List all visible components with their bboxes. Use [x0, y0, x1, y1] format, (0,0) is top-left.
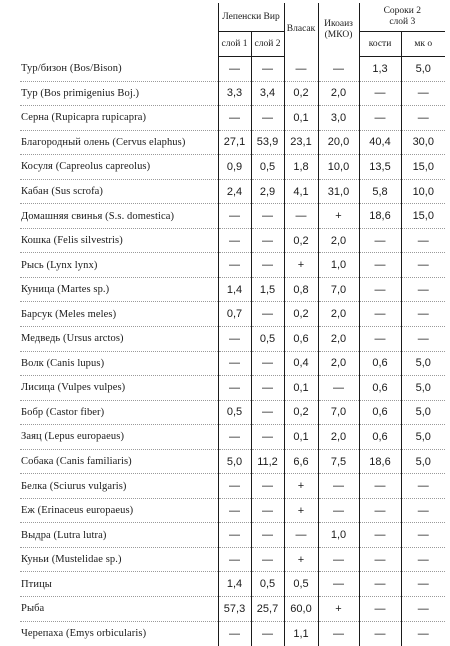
- value-cell: 1,8: [284, 155, 318, 180]
- value-cell: —: [401, 547, 445, 572]
- species-name: Лисица (Vulpes vulpes): [20, 376, 218, 401]
- species-name: Белка (Sciurus vulgaris): [20, 474, 218, 499]
- table-row: [20, 547, 445, 572]
- value-cell: —: [218, 253, 251, 278]
- table-row: [20, 277, 445, 302]
- value-cell: 1,0: [318, 523, 359, 548]
- value-cell: —: [401, 106, 445, 131]
- header-soroki-line2: слой 3: [389, 17, 416, 27]
- value-cell: —: [251, 351, 284, 376]
- header-soroki: [359, 3, 445, 32]
- value-cell: 0,9: [218, 155, 251, 180]
- value-cell: 2,4: [218, 179, 251, 204]
- table-row: [20, 400, 445, 425]
- value-cell: —: [251, 474, 284, 499]
- value-cell: —: [318, 572, 359, 597]
- value-cell: 1,0: [318, 253, 359, 278]
- value-cell: —: [359, 106, 401, 131]
- species-name: Еж (Erinaceus europaeus): [20, 498, 218, 523]
- value-cell: —: [251, 228, 284, 253]
- value-cell: +: [284, 498, 318, 523]
- value-cell: —: [401, 523, 445, 548]
- value-cell: 3,0: [318, 106, 359, 131]
- table-row: [20, 425, 445, 450]
- value-cell: 2,0: [318, 228, 359, 253]
- value-cell: —: [251, 523, 284, 548]
- species-name: Кошка (Felis silvestris): [20, 228, 218, 253]
- header-soroki-mko: мк о: [401, 32, 445, 57]
- value-cell: —: [401, 253, 445, 278]
- value-cell: —: [218, 547, 251, 572]
- value-cell: —: [401, 597, 445, 622]
- value-cell: 0,2: [284, 400, 318, 425]
- value-cell: 0,6: [359, 425, 401, 450]
- value-cell: —: [218, 376, 251, 401]
- species-name: Куньи (Mustelidae sp.): [20, 547, 218, 572]
- value-cell: 7,0: [318, 400, 359, 425]
- header-lepenski-vir: Лепенски Вир: [218, 3, 284, 32]
- value-cell: —: [401, 498, 445, 523]
- value-cell: 1,5: [251, 277, 284, 302]
- species-name: Заяц (Lepus europaeus): [20, 425, 218, 450]
- value-cell: 1,4: [218, 277, 251, 302]
- value-cell: —: [359, 327, 401, 352]
- value-cell: —: [251, 400, 284, 425]
- value-cell: —: [251, 106, 284, 131]
- value-cell: —: [359, 597, 401, 622]
- species-name: Черепаха (Emys orbicularis): [20, 621, 218, 646]
- value-cell: —: [401, 302, 445, 327]
- value-cell: 2,0: [318, 425, 359, 450]
- value-cell: —: [359, 228, 401, 253]
- value-cell: 0,6: [284, 327, 318, 352]
- value-cell: +: [284, 474, 318, 499]
- value-cell: —: [359, 474, 401, 499]
- species-name: Кабан (Sus scrofa): [20, 179, 218, 204]
- value-cell: —: [251, 204, 284, 229]
- header-species: [20, 3, 218, 57]
- table-row: [20, 57, 445, 82]
- value-cell: 0,1: [284, 425, 318, 450]
- value-cell: 1,3: [359, 57, 401, 82]
- table-row: [20, 302, 445, 327]
- value-cell: 0,4: [284, 351, 318, 376]
- value-cell: 1,1: [284, 621, 318, 646]
- species-name: Барсук (Meles meles): [20, 302, 218, 327]
- header-lepenski-layer2: слой 2: [251, 32, 284, 57]
- value-cell: —: [359, 498, 401, 523]
- table-row: [20, 204, 445, 229]
- value-cell: —: [401, 228, 445, 253]
- value-cell: —: [251, 547, 284, 572]
- value-cell: 3,3: [218, 81, 251, 106]
- header-ikoviz: [318, 3, 359, 57]
- value-cell: 5,0: [401, 57, 445, 82]
- value-cell: —: [359, 572, 401, 597]
- value-cell: —: [251, 57, 284, 82]
- value-cell: 4,1: [284, 179, 318, 204]
- value-cell: 5,0: [401, 425, 445, 450]
- value-cell: —: [218, 327, 251, 352]
- table-row: [20, 179, 445, 204]
- species-name: Благородный олень (Cervus elaphus): [20, 130, 218, 155]
- value-cell: —: [318, 57, 359, 82]
- species-name: Серна (Rupicapra rupicapra): [20, 106, 218, 131]
- value-cell: +: [318, 204, 359, 229]
- value-cell: —: [401, 572, 445, 597]
- table-header: [20, 3, 445, 57]
- value-cell: —: [401, 474, 445, 499]
- value-cell: —: [218, 474, 251, 499]
- value-cell: —: [318, 474, 359, 499]
- value-cell: 6,6: [284, 449, 318, 474]
- value-cell: 23,1: [284, 130, 318, 155]
- table-row: [20, 376, 445, 401]
- value-cell: 60,0: [284, 597, 318, 622]
- value-cell: 2,0: [318, 351, 359, 376]
- value-cell: 5,0: [401, 400, 445, 425]
- value-cell: —: [401, 277, 445, 302]
- value-cell: 2,0: [318, 81, 359, 106]
- species-name: Бобр (Castor fiber): [20, 400, 218, 425]
- value-cell: —: [359, 547, 401, 572]
- value-cell: 0,5: [251, 572, 284, 597]
- value-cell: —: [401, 621, 445, 646]
- table-row: [20, 81, 445, 106]
- value-cell: —: [251, 253, 284, 278]
- value-cell: —: [318, 621, 359, 646]
- value-cell: 13,5: [359, 155, 401, 180]
- value-cell: 0,6: [359, 351, 401, 376]
- value-cell: 20,0: [318, 130, 359, 155]
- value-cell: 1,4: [218, 572, 251, 597]
- species-name: Рыба: [20, 597, 218, 622]
- value-cell: 27,1: [218, 130, 251, 155]
- value-cell: —: [359, 277, 401, 302]
- table-row: [20, 572, 445, 597]
- value-cell: 0,2: [284, 228, 318, 253]
- value-cell: +: [284, 547, 318, 572]
- header-ikoviz-line1: Икоаиз: [324, 18, 353, 29]
- value-cell: —: [359, 253, 401, 278]
- value-cell: —: [359, 302, 401, 327]
- value-cell: —: [359, 523, 401, 548]
- value-cell: —: [318, 498, 359, 523]
- value-cell: 0,5: [218, 400, 251, 425]
- value-cell: 0,1: [284, 106, 318, 131]
- value-cell: +: [284, 253, 318, 278]
- species-name: Домашняя свинья (S.s. domestica): [20, 204, 218, 229]
- header-soroki-line1: Сороки 2: [383, 6, 421, 16]
- species-name: Тур/бизон (Bos/Bison): [21, 63, 122, 75]
- value-cell: —: [251, 302, 284, 327]
- value-cell: 0,2: [284, 302, 318, 327]
- value-cell: —: [318, 376, 359, 401]
- value-cell: —: [284, 523, 318, 548]
- value-cell: —: [218, 204, 251, 229]
- species-name: Волк (Canis lupus): [20, 351, 218, 376]
- value-cell: 31,0: [318, 179, 359, 204]
- value-cell: —: [218, 498, 251, 523]
- value-cell: 0,5: [251, 327, 284, 352]
- species-name: Рысь (Lynx lynx): [20, 253, 218, 278]
- header-soroki-bones: кости: [359, 32, 401, 57]
- value-cell: 18,6: [359, 204, 401, 229]
- value-cell: 18,6: [359, 449, 401, 474]
- table-row: [20, 130, 445, 155]
- value-cell: —: [218, 523, 251, 548]
- value-cell: 53,9: [251, 130, 284, 155]
- table-row: [20, 449, 445, 474]
- value-cell: 40,4: [359, 130, 401, 155]
- value-cell: —: [284, 204, 318, 229]
- value-cell: —: [401, 81, 445, 106]
- species-name: Собака (Canis familiaris): [20, 449, 218, 474]
- value-cell: 0,7: [218, 302, 251, 327]
- table-row: [20, 523, 445, 548]
- value-cell: 25,7: [251, 597, 284, 622]
- value-cell: 0,1: [284, 376, 318, 401]
- fauna-table: [20, 3, 445, 646]
- table-body: [20, 57, 445, 646]
- value-cell: —: [218, 228, 251, 253]
- header-lepenski-layer1: слой 1: [218, 32, 251, 57]
- species-name: Куница (Martes sp.): [20, 277, 218, 302]
- table-row: [20, 253, 445, 278]
- value-cell: 2,9: [251, 179, 284, 204]
- value-cell: 0,6: [359, 400, 401, 425]
- value-cell: —: [251, 376, 284, 401]
- value-cell: —: [251, 498, 284, 523]
- table-row: [20, 498, 445, 523]
- value-cell: 0,5: [251, 155, 284, 180]
- table-row: [20, 597, 445, 622]
- value-cell: 5,0: [218, 449, 251, 474]
- value-cell: —: [359, 621, 401, 646]
- species-name: Медведь (Ursus arctos): [20, 327, 218, 352]
- header-vlasak: Власак: [284, 3, 318, 57]
- value-cell: —: [359, 81, 401, 106]
- value-cell: 5,0: [401, 376, 445, 401]
- value-cell: 11,2: [251, 449, 284, 474]
- header-ikoviz-line2: (МКО): [324, 29, 353, 40]
- value-cell: 0,2: [284, 81, 318, 106]
- value-cell: 0,8: [284, 277, 318, 302]
- table-row: [20, 228, 445, 253]
- value-cell: +: [318, 597, 359, 622]
- value-cell: 15,0: [401, 204, 445, 229]
- value-cell: 0,5: [284, 572, 318, 597]
- value-cell: 2,0: [318, 302, 359, 327]
- value-cell: 5,8: [359, 179, 401, 204]
- value-cell: 0,6: [359, 376, 401, 401]
- value-cell: 2,0: [318, 327, 359, 352]
- value-cell: 30,0: [401, 130, 445, 155]
- value-cell: —: [284, 57, 318, 82]
- value-cell: 5,0: [401, 449, 445, 474]
- table-row: [20, 327, 445, 352]
- value-cell: 5,0: [401, 351, 445, 376]
- value-cell: —: [218, 106, 251, 131]
- value-cell: 3,4: [251, 81, 284, 106]
- value-cell: 10,0: [318, 155, 359, 180]
- value-cell: 10,0: [401, 179, 445, 204]
- value-cell: 7,5: [318, 449, 359, 474]
- value-cell: —: [218, 621, 251, 646]
- value-cell: —: [218, 57, 251, 82]
- value-cell: 7,0: [318, 277, 359, 302]
- table-row: [20, 106, 445, 131]
- value-cell: —: [401, 327, 445, 352]
- value-cell: —: [218, 351, 251, 376]
- value-cell: 15,0: [401, 155, 445, 180]
- species-name: Птицы: [20, 572, 218, 597]
- table-row: [20, 621, 445, 646]
- table-row: [20, 155, 445, 180]
- table-row: [20, 474, 445, 499]
- value-cell: —: [251, 621, 284, 646]
- species-name: Выдра (Lutra lutra): [20, 523, 218, 548]
- value-cell: —: [251, 425, 284, 450]
- value-cell: —: [318, 547, 359, 572]
- species-name: Косуля (Capreolus capreolus): [20, 155, 218, 180]
- table-row: [20, 351, 445, 376]
- value-cell: —: [218, 425, 251, 450]
- species-name: Тур (Bos primigenius Boj.): [20, 81, 218, 106]
- value-cell: 57,3: [218, 597, 251, 622]
